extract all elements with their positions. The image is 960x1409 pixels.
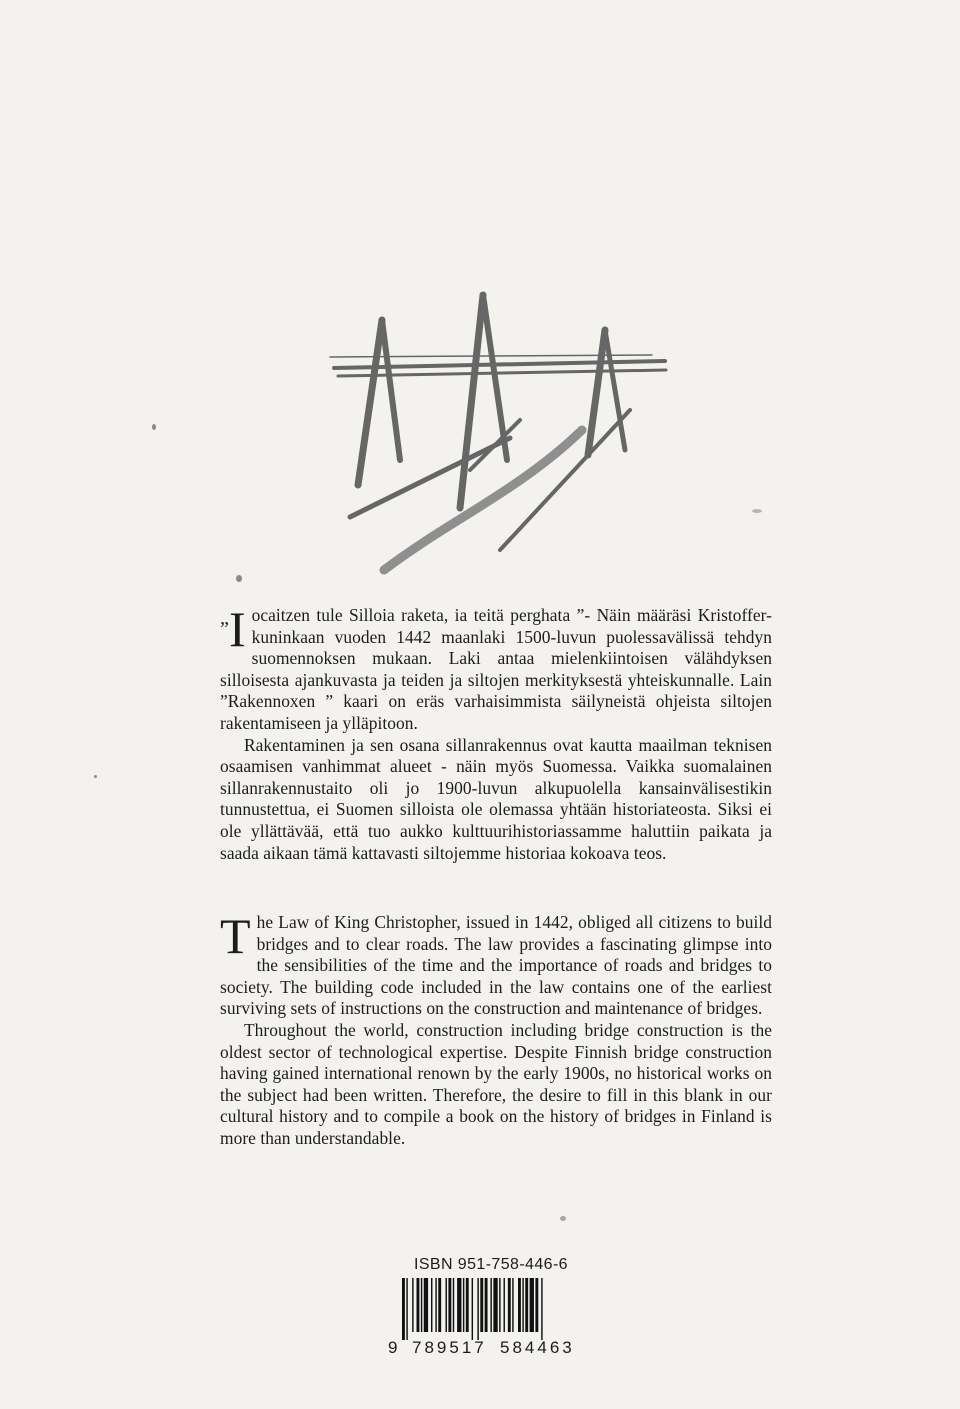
barcode-bar: [457, 1278, 461, 1332]
barcode-bar: [493, 1278, 497, 1332]
barcode-bar: [499, 1278, 500, 1332]
barcode-bar: [412, 1278, 413, 1332]
barcode-bar: [402, 1278, 405, 1340]
finnish-text-block: [220, 601, 772, 864]
barcode-bar: [424, 1278, 428, 1332]
barcode-left-digits: 789517: [412, 1338, 487, 1357]
barcode-bar: [421, 1278, 422, 1332]
barcode-bar: [480, 1278, 483, 1332]
barcode-digits: [388, 1338, 582, 1358]
finnish-paragraph-2: Rakentaminen ja sen osana sillanrakennus ovat kautta maailman teknisen osaamisen vanhimmat alueet - näin myös Suomessa. Vaikka suomalainen sillanrakennustaito oli jo 1900-luvun alkupuolella kansainvälisestikin tunnustettua, ei Suomen silloista ole olemassa yhtään historiateosta. Siksi ei ole yllättävää, että tuo aukko kulttuurihistoriassamme haluttiin paikata ja saada aikaan tämä kattavasti siltojemme historiaa kokoava teos.: [220, 734, 772, 863]
finnish-paragraph-1: [220, 601, 772, 735]
scan-speck: [152, 424, 156, 430]
scan-speck: [560, 1216, 566, 1221]
barcode-bar: [438, 1278, 441, 1332]
scan-speck: [94, 775, 97, 778]
barcode-bar: [477, 1278, 478, 1340]
english-drop-cap: T: [220, 908, 251, 964]
barcode-bar: [541, 1278, 542, 1340]
english-text-block: [220, 908, 772, 1150]
barcode-first-digit: 9: [388, 1338, 398, 1357]
barcode-bar: [446, 1278, 447, 1332]
barcode-bar: [406, 1278, 407, 1340]
barcode-bar: [525, 1278, 528, 1332]
barcode-bar: [431, 1278, 432, 1332]
barcode-bar: [463, 1278, 464, 1332]
scan-speck: [236, 575, 242, 582]
barcode-bar: [466, 1278, 469, 1332]
barcode-bar: [417, 1278, 420, 1332]
barcode-bar: [435, 1278, 436, 1332]
isbn-barcode-block: [388, 1256, 582, 1358]
barcode-bar: [504, 1278, 505, 1332]
barcode-icon: [400, 1278, 582, 1340]
barcode-bar: [453, 1278, 454, 1332]
barcode-bar: [448, 1278, 451, 1332]
isbn-label: ISBN 951-758-446-6: [414, 1256, 568, 1273]
barcode-bar: [522, 1278, 523, 1332]
finnish-drop-cap: ”I: [220, 601, 246, 657]
barcode-bar: [508, 1278, 511, 1332]
english-paragraph-1-text: he Law of King Christopher, issued in 1442, obliged all citizens to build bridges and to clear roads. The law provides a fascinating glimpse into the sensibilities of the time and the importance of roads and bridges to society. The building code included in the law contains one of the earliest surviving sets of instructions on the construction and maintenance of bridges.: [220, 912, 772, 1019]
wooden-bridge-sketch-icon: [310, 280, 690, 590]
barcode-bar: [518, 1278, 521, 1332]
english-paragraph-1: [220, 908, 772, 1020]
barcode-right-digits: 584463: [500, 1338, 575, 1357]
barcode-bar: [490, 1278, 491, 1332]
barcode-bar: [485, 1278, 488, 1332]
barcode-bar: [472, 1278, 473, 1340]
finnish-paragraph-1-text: ocaitzen tule Silloia raketa, ia teitä perghata ”- Näin määräsi Kristoffer-kuninkaan vuoden 1442 maanlaki 1500-luvun puolessavälissä tehdyn suomennoksen mukaan. Laki antaa mielenkiintoisen välähdyksen silloisesta ajankuvasta ja teiden ja siltojen merkityksestä yhteiskunnalle. Lain ”Rakennoxen ” kaari on eräs varhaisimmista säilyneistä ohjeista siltojen rakentamiseen ja ylläpitoon.: [220, 605, 772, 733]
scan-speck: [752, 509, 762, 513]
english-paragraph-2: Throughout the world, construction including bridge construction is the oldest sector of technological expertise. Despite Finnish bridge construction having gained international renown by the early 1900s, no historical works on the subject had been written. Therefore, the desire to fill in this blank in our cultural history and to compile a book on the history of bridges in Finland is more than understandable.: [220, 1019, 772, 1148]
barcode-bar: [530, 1278, 534, 1332]
barcode-bar: [512, 1278, 513, 1332]
barcode-bar: [535, 1278, 538, 1332]
